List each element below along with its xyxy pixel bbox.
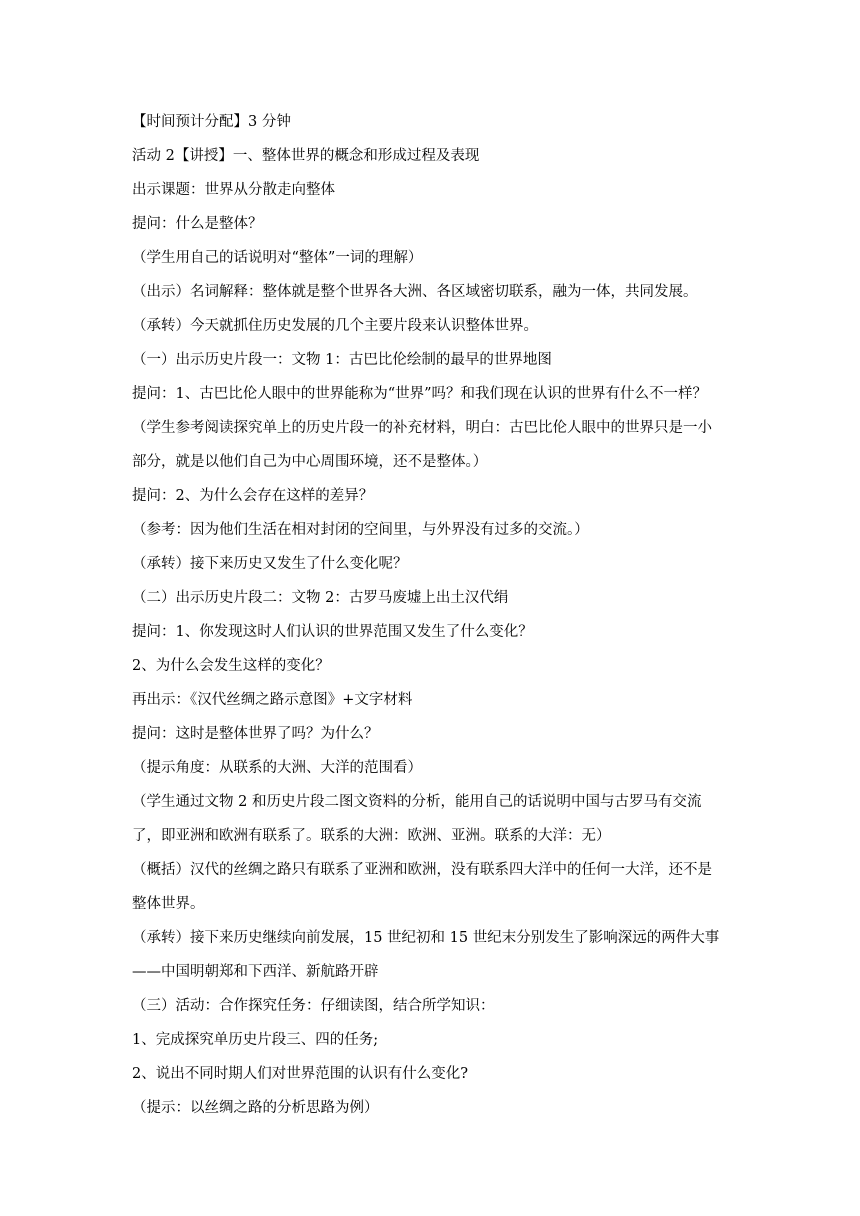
text-line: （二）出示历史片段二：文物 2：古罗马废墟上出土汉代绢 <box>132 590 509 606</box>
document-body <box>132 105 732 1125</box>
text-line: 1、完成探究单历史片段三、四的任务; <box>132 1032 379 1048</box>
text-line: （学生通过文物 2 和历史片段二图文资料的分析，能用自己的话说明中国与古罗马有交流 <box>132 794 702 810</box>
text-line: （提示角度：从联系的大洲、大洋的范围看） <box>132 760 422 776</box>
text-line: 提问：1、古巴比伦人眼中的世界能称为“世界”吗？和我们现在认识的世界有什么不一样？ <box>132 386 708 402</box>
text-line: （学生参考阅读探究单上的历史片段一的补充材料，明白：古巴比伦人眼中的世界只是一小 <box>132 420 712 436</box>
text-line: 提问：什么是整体？ <box>132 216 263 232</box>
text-line: （出示）名词解释：整体就是整个世界各大洲、各区域密切联系，融为一体，共同发展。 <box>132 284 698 300</box>
text-line: （承转）接下来历史又发生了什么变化呢？ <box>132 556 408 572</box>
text-line: 2、说出不同时期人们对世界范围的认识有什么变化? <box>132 1066 468 1082</box>
text-line: 了，即亚洲和欧洲有联系了。联系的大洲：欧洲、亚洲。联系的大洋：无） <box>132 828 611 844</box>
text-line: （承转）今天就抓住历史发展的几个主要片段来认识整体世界。 <box>132 318 538 334</box>
text-line: （提示：以丝绸之路的分析思路为例） <box>132 1100 379 1116</box>
text-line: 提问：2、为什么会存在这样的差异？ <box>132 488 374 504</box>
text-line: 部分，就是以他们自己为中心周围环境，还不是整体。） <box>132 454 488 470</box>
text-line: 整体世界。 <box>132 896 205 912</box>
text-line: （三）活动：合作探究任务：仔细读图，结合所学知识： <box>132 998 495 1014</box>
text-line: 2、为什么会发生这样的变化？ <box>132 658 330 674</box>
text-line: （概括）汉代的丝绸之路只有联系了亚洲和欧洲，没有联系四大洋中的任何一大洋，还不是 <box>132 862 712 878</box>
text-line: ——中国明朝郑和下西洋、新航路开辟 <box>132 964 379 980</box>
text-line: 出示课题：世界从分散走向整体 <box>132 182 335 198</box>
time-allocation-line: 【时间预计分配】3 分钟 <box>132 114 291 130</box>
text-line: （一）出示历史片段一：文物 1：古巴比伦绘制的最早的世界地图 <box>132 352 552 368</box>
text-line: （学生用自己的话说明对“整体”一词的理解） <box>132 250 423 266</box>
text-line: 提问：这时是整体世界了吗？为什么？ <box>132 726 379 742</box>
text-line: （承转）接下来历史继续向前发展，15 世纪初和 15 世纪末分别发生了影响深远的两件大事 <box>132 930 720 946</box>
text-line: （参考：因为他们生活在相对封闭的空间里，与外界没有过多的交流。） <box>132 522 589 538</box>
activity-heading: 活动 2【讲授】一、整体世界的概念和形成过程及表现 <box>132 148 480 164</box>
text-line: 提问：1、你发现这时人们认识的世界范围又发生了什么变化？ <box>132 624 533 640</box>
text-line: 再出示：《汉代丝绸之路示意图》+文字材料 <box>132 692 413 708</box>
